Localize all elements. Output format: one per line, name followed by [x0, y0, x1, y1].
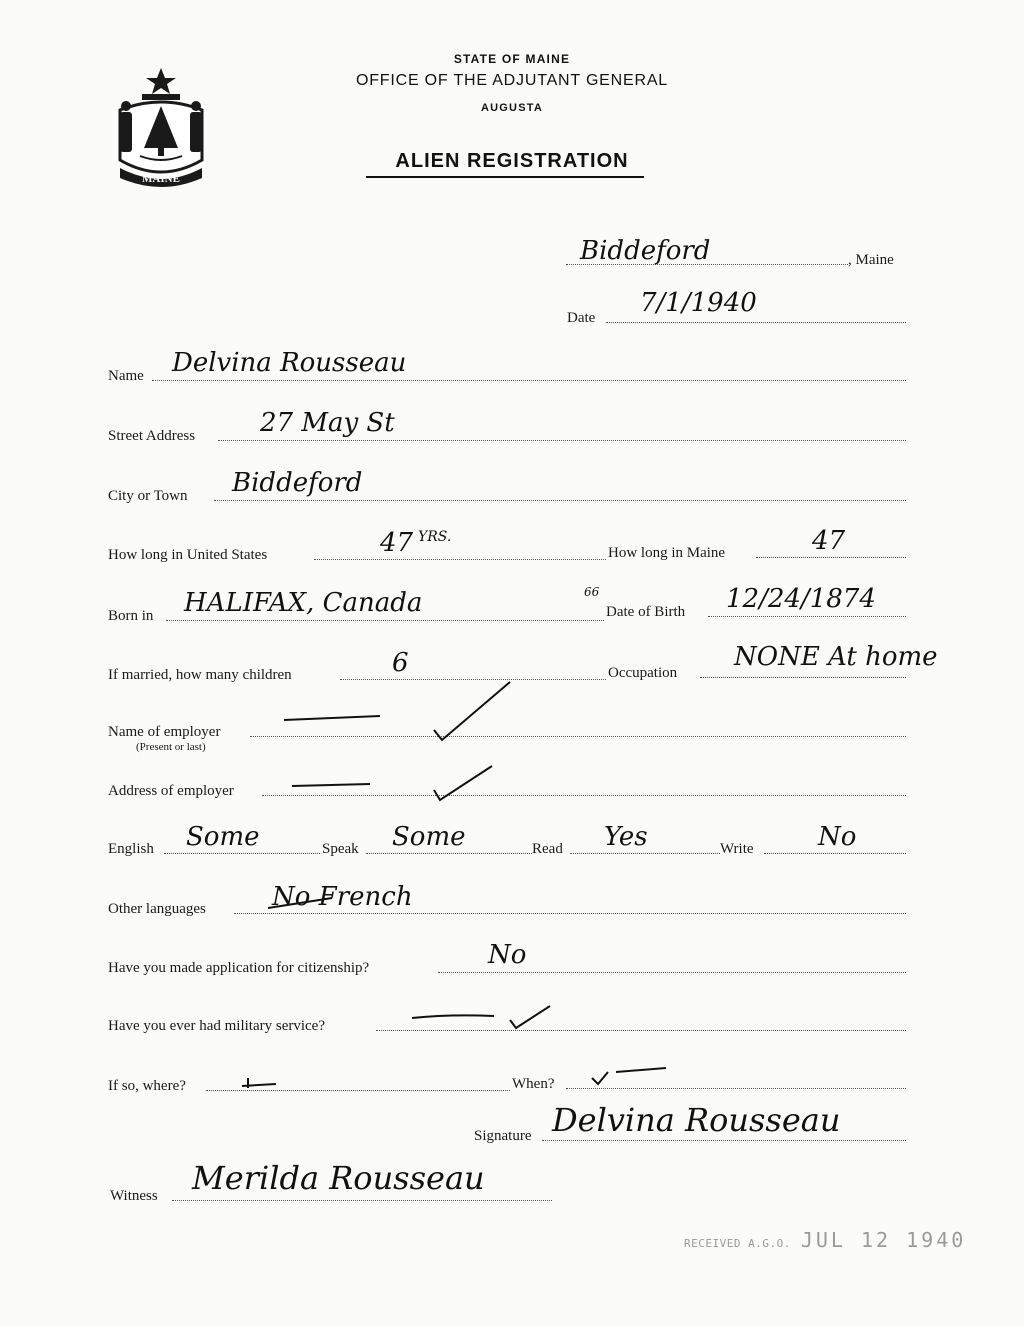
speak-label: Speak: [322, 841, 359, 857]
born-line: [166, 620, 604, 621]
other-languages-entry: No French: [272, 882, 413, 912]
employer-label: Name of employer: [108, 724, 221, 740]
employer-sub-label: (Present or last): [136, 741, 206, 753]
where-label: If so, where?: [108, 1078, 186, 1094]
street-label: Street Address: [108, 428, 196, 444]
write-label: Write: [720, 841, 754, 857]
citizenship-line: [438, 972, 906, 973]
speak-line: [366, 853, 532, 854]
header-state: STATE OF MAINE: [453, 52, 571, 66]
born-label: Born in: [108, 608, 154, 624]
years-us-note: YRS.: [418, 529, 452, 545]
how-long-us-label: How long in United States: [108, 547, 268, 563]
english-entry: Some: [186, 822, 260, 852]
how-long-maine-label: How long in Maine: [608, 545, 726, 561]
signature-label: Signature: [474, 1128, 532, 1144]
name-entry: Delvina Rousseau: [172, 348, 407, 378]
occupation-entry: NONE At home: [734, 642, 938, 672]
read-entry: Yes: [604, 822, 648, 852]
date-label: Date: [567, 310, 596, 326]
city-entry: Biddeford: [232, 468, 363, 498]
received-stamp-text: RECEIVED A.G.O.: [684, 1237, 791, 1250]
received-stamp: [684, 1228, 966, 1252]
date-line: [606, 322, 906, 323]
check-mark-icon: [410, 1002, 560, 1036]
witness-line: [172, 1200, 552, 1201]
form-title: ALIEN REGISTRATION: [395, 150, 629, 172]
children-label: If married, how many children: [108, 667, 292, 683]
english-label: English: [108, 841, 154, 857]
other-languages-label: Other languages: [108, 901, 206, 917]
occupation-label: Occupation: [608, 665, 678, 681]
born-entry: HALIFAX, Canada: [184, 588, 423, 618]
years-us-entry: 47: [380, 528, 414, 558]
town-suffix-label: , Maine: [848, 252, 894, 268]
name-line: [152, 380, 906, 381]
street-entry: 27 May St: [260, 408, 395, 438]
occupation-line: [700, 677, 906, 678]
date-entry: 7/1/1940: [640, 288, 757, 318]
witness-entry: Merilda Rousseau: [192, 1159, 485, 1197]
seal-banner-text: MAINE: [142, 173, 180, 185]
title-underline: [366, 176, 644, 178]
how-long-maine-line: [756, 557, 906, 558]
age-note: 66: [584, 585, 600, 599]
dob-entry: 12/24/1874: [726, 584, 876, 614]
check-mark-icon: [280, 676, 520, 746]
children-entry: 6: [392, 648, 409, 678]
strike-through-mark: [266, 890, 336, 920]
when-label: When?: [512, 1076, 555, 1092]
check-mark-icon: [288, 762, 508, 806]
employer-address-label: Address of employer: [108, 783, 234, 799]
write-entry: No: [818, 822, 857, 852]
check-mark-icon: [590, 1064, 670, 1090]
read-line: [570, 853, 720, 854]
city-label: City or Town: [108, 488, 188, 504]
signature-entry: Delvina Rousseau: [552, 1101, 841, 1139]
dash-mark: [240, 1070, 280, 1094]
english-line: [164, 853, 320, 854]
military-label: Have you ever had military service?: [108, 1018, 325, 1034]
dob-line: [708, 616, 906, 617]
witness-label: Witness: [110, 1188, 158, 1204]
years-maine-entry: 47: [812, 526, 846, 556]
dob-label: Date of Birth: [606, 604, 686, 620]
header-city: AUGUSTA: [481, 102, 543, 114]
speak-entry: Some: [392, 822, 466, 852]
street-line: [218, 440, 906, 441]
how-long-us-line: [314, 559, 606, 560]
header-office: OFFICE OF THE ADJUTANT GENERAL: [355, 72, 669, 89]
town-entry: Biddeford: [580, 236, 711, 266]
citizenship-label: Have you made application for citizenship?: [108, 960, 370, 976]
name-label: Name: [108, 368, 144, 384]
city-line: [214, 500, 906, 501]
signature-line: [542, 1140, 906, 1141]
read-label: Read: [532, 841, 563, 857]
write-line: [764, 853, 906, 854]
citizenship-entry: No: [488, 940, 527, 970]
received-stamp-date: JUL 12 1940: [800, 1228, 967, 1252]
